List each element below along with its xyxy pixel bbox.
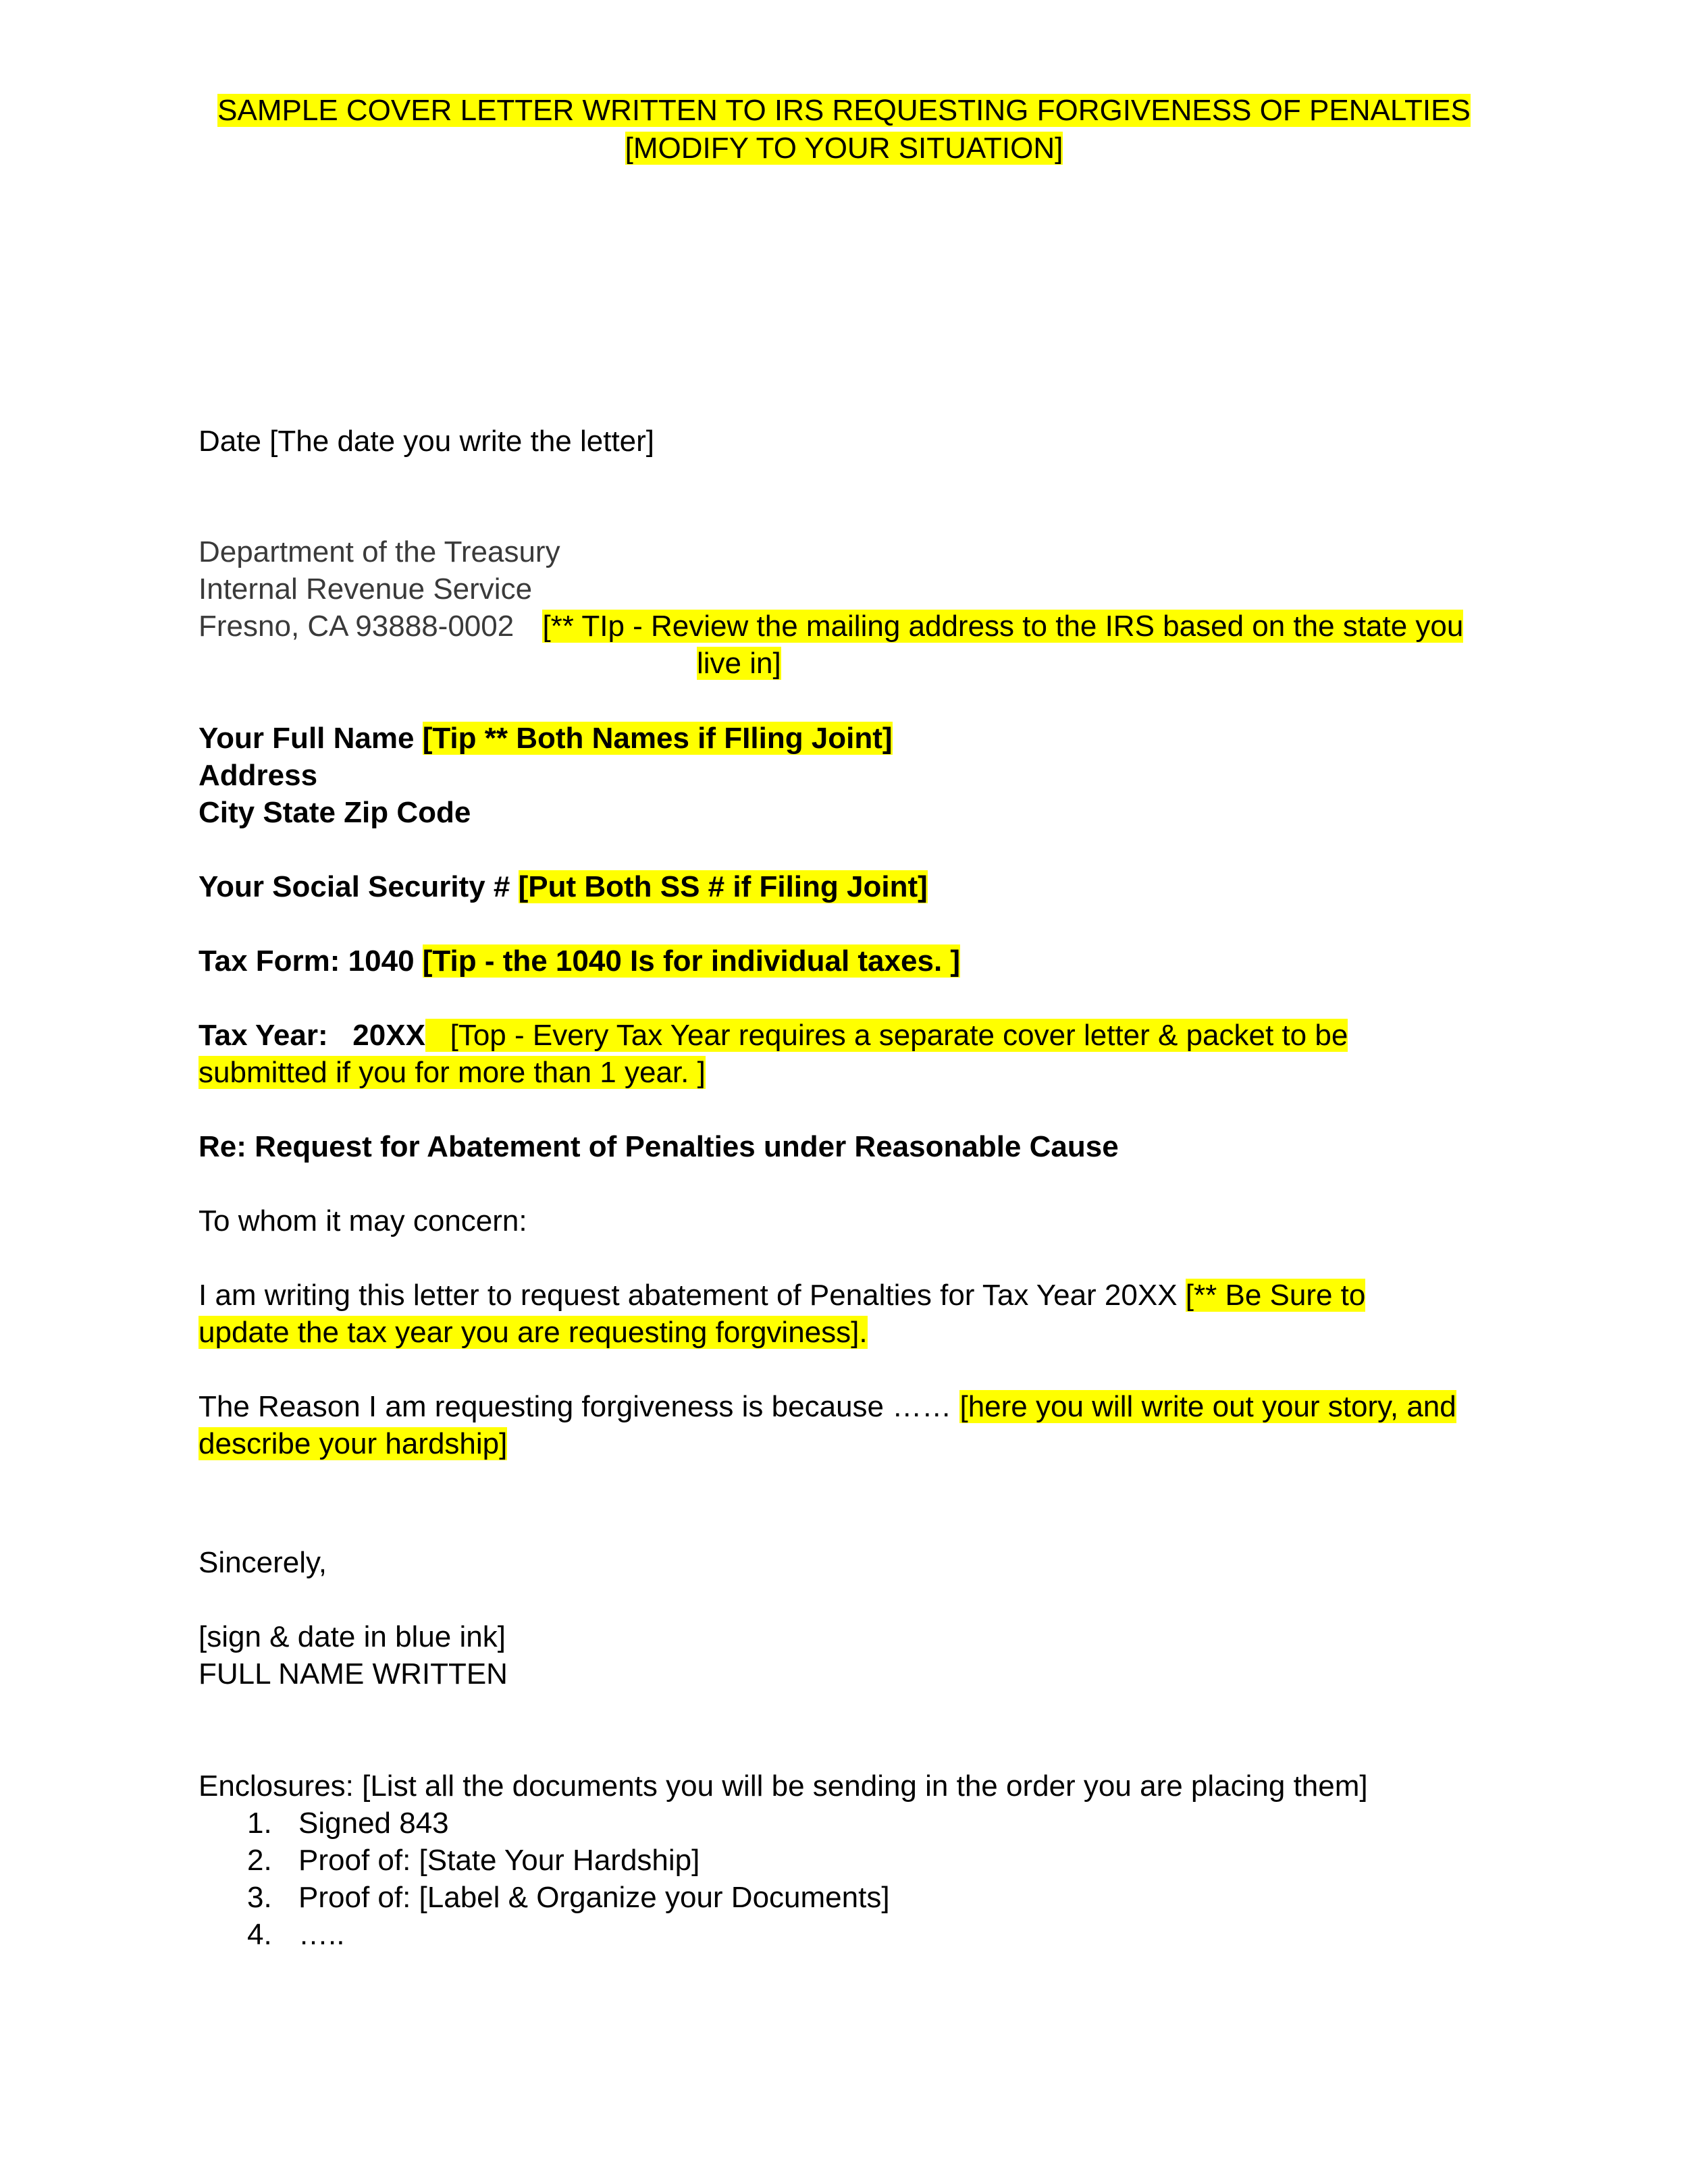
enclosures-list — [199, 1805, 890, 1953]
list-item-number: 2. — [247, 1844, 272, 1877]
list-item-text: Proof of: [Label & Organize your Documents] — [298, 1881, 890, 1914]
subject-line: Re: Request for Abatement of Penalties under Reasonable Cause — [199, 1130, 1119, 1163]
ssn-tip: [Put Both SS # if Filing Joint] — [518, 870, 928, 903]
signature-name: FULL NAME WRITTEN — [199, 1657, 508, 1690]
document-subtitle — [0, 130, 1688, 167]
date-placeholder: [The date you write the letter] — [269, 425, 655, 458]
sender-name-tip: [Tip ** Both Names if FIling Joint] — [422, 722, 893, 755]
closing: Sincerely, — [199, 1546, 327, 1579]
salutation: To whom it may concern: — [199, 1204, 527, 1237]
sender-address: Address — [199, 759, 318, 792]
list-item-text: Signed 843 — [298, 1807, 449, 1840]
paragraph-1-tip: [** Be Sure to — [1185, 1279, 1366, 1312]
mailing-address-tip-line-2: live in] — [697, 647, 781, 680]
list-item-number: 3. — [247, 1881, 272, 1914]
mailing-address-tip-continued — [697, 645, 781, 682]
tax-year-label: Tax Year: 20XX — [199, 1019, 425, 1052]
date-label: Date — [199, 425, 270, 458]
tax-form-tip: [Tip - the 1040 Is for individual taxes. ] — [422, 944, 961, 978]
list-item-number: 4. — [247, 1918, 272, 1951]
sender-name-line — [199, 720, 893, 757]
list-item — [199, 1842, 890, 1879]
body-paragraph-2 — [199, 1388, 1456, 1425]
date-line — [199, 423, 654, 460]
list-item — [199, 1916, 890, 1953]
paragraph-2-tip: [here you will write out your story, and — [959, 1390, 1456, 1423]
mailing-address-tip: [** TIp - Review the mailing address to the IRS based on the state you — [542, 610, 1464, 643]
sender-name: Your Full Name — [199, 722, 415, 755]
recipient-city: Fresno, CA 93888-0002 — [199, 610, 515, 643]
title-line-1: SAMPLE COVER LETTER WRITTEN TO IRS REQUESTING FORGIVENESS OF PENALTIES — [217, 94, 1471, 127]
paragraph-1-tip-line-2: update the tax year you are requesting forgviness]. — [199, 1316, 868, 1349]
tax-year-tip: [Top - Every Tax Year requires a separate cover letter & packet to be — [425, 1019, 1348, 1052]
tax-year-line — [199, 1017, 1348, 1054]
body-paragraph-1 — [199, 1277, 1365, 1314]
body-paragraph-2-continued — [199, 1425, 507, 1462]
list-item-text: ….. — [298, 1918, 345, 1951]
recipient-line-2: Internal Revenue Service — [199, 572, 533, 606]
tax-form-line — [199, 942, 960, 980]
tax-form-label: Tax Form: 1040 — [199, 944, 423, 978]
list-item-text: Proof of: [State Your Hardship] — [298, 1844, 700, 1877]
list-item — [199, 1805, 890, 1842]
paragraph-2-text: The Reason I am requesting forgiveness is because …… — [199, 1390, 960, 1423]
recipient-line-1: Department of the Treasury — [199, 535, 560, 568]
body-paragraph-1-continued — [199, 1314, 868, 1351]
title-line-2: [MODIFY TO YOUR SITUATION] — [625, 132, 1063, 165]
tax-year-tip-continued — [199, 1054, 706, 1091]
enclosures-label: Enclosures: [List all the documents you will be sending in the order you are placing them] — [199, 1769, 1368, 1803]
paragraph-1-text: I am writing this letter to request abatement of Penalties for Tax Year 20XX — [199, 1279, 1186, 1312]
tax-year-tip-line-2: submitted if you for more than 1 year. ] — [199, 1056, 706, 1089]
list-item — [199, 1879, 890, 1916]
document-title — [0, 92, 1688, 129]
ssn-label: Your Social Security # — [199, 870, 519, 903]
recipient-line-3 — [199, 608, 1463, 645]
ssn-line — [199, 868, 928, 905]
paragraph-2-tip-line-2: describe your hardship] — [199, 1427, 508, 1460]
signature-instruction: [sign & date in blue ink] — [199, 1620, 506, 1653]
list-item-number: 1. — [247, 1807, 272, 1840]
sender-city: City State Zip Code — [199, 796, 471, 829]
